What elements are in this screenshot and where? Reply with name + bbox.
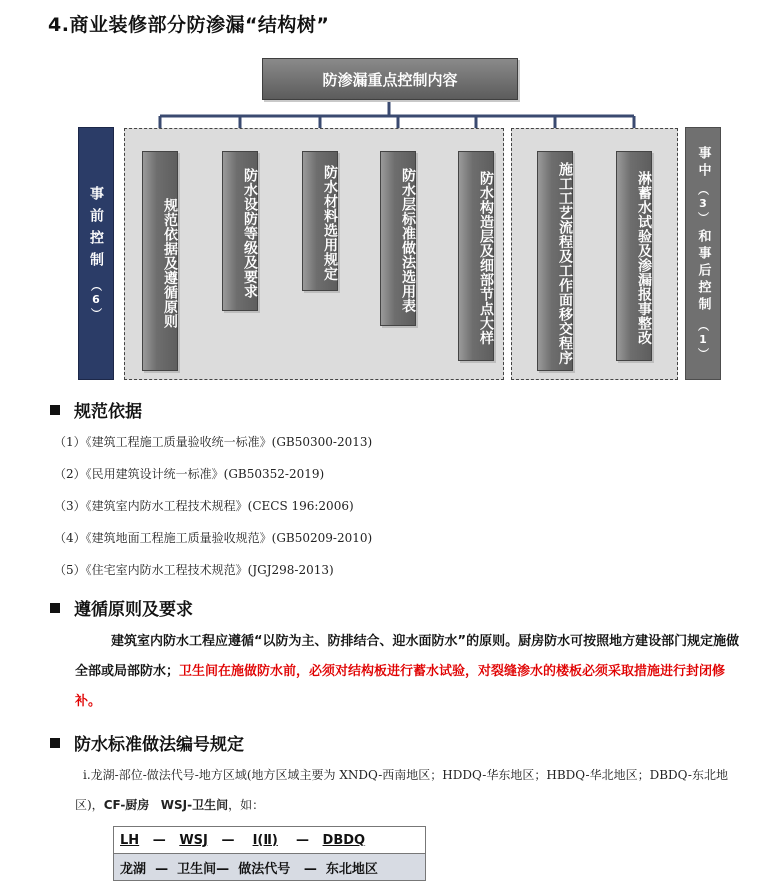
pre-control-text: 事前控制 <box>88 186 104 274</box>
code-meaning: 卫生间— <box>177 861 230 877</box>
norm-item: （5）《住宅室内防水工程技术规范》(JGJ298-2013) <box>54 563 334 577</box>
node-process-label: 施工工艺流程及工作面移交程序 <box>557 161 573 365</box>
root-node-label: 防渗漏重点控制内容 <box>322 70 458 89</box>
norm-item: （2）《民用建筑设计统一标准》(GB50352-2019) <box>54 467 325 481</box>
node-standard <box>380 151 416 326</box>
post-control-label <box>685 127 721 380</box>
pre-control-label <box>78 127 114 380</box>
norm-item: （4）《建筑地面工程施工质量验收规范》(GB50209-2010) <box>54 531 373 545</box>
node-process <box>537 151 573 371</box>
pre-control-count: （6） <box>89 280 103 321</box>
coding-description <box>75 760 745 820</box>
node-grade-label: 防水设防等级及要求 <box>242 167 258 299</box>
principles-text: 建筑室内防水工程应遵循“以防为主、防排结合、迎水面防水”的原则。厨房防水可按照地方建设部门规定施做全部或局部防水； <box>75 634 740 679</box>
section-coding-heading <box>50 730 244 755</box>
coding-desc-bathroom: WSJ-卫生间 <box>160 798 229 812</box>
node-grade <box>222 151 258 311</box>
code-sep: — <box>303 861 317 877</box>
code-part: DBDQ <box>322 832 366 848</box>
table-row <box>114 827 426 854</box>
node-norms-label: 规范依据及遵循原则 <box>162 197 178 329</box>
node-detail-label: 防水构造层及细部节点大样 <box>478 171 494 345</box>
norm-item: （1）《建筑工程施工质量验收统一标准》(GB50300-2013) <box>54 435 373 449</box>
coding-example-table <box>113 826 426 881</box>
section-coding-title: 防水标准做法编号规定 <box>74 735 244 755</box>
section-norms-heading <box>50 397 142 422</box>
section-principles-title: 遵循原则及要求 <box>74 600 193 620</box>
code-example-cell <box>114 827 426 854</box>
code-sep: — <box>295 832 309 848</box>
post-control-count-b: （1） <box>696 320 710 361</box>
node-norms <box>142 151 178 371</box>
coding-desc-suffix: ，如： <box>228 798 265 812</box>
table-row <box>114 854 426 881</box>
code-meaning-cell <box>114 854 426 881</box>
node-water-test-label: 淋蓄水试验及渗漏报事整改 <box>636 171 652 345</box>
section-norms-title: 规范依据 <box>74 402 142 422</box>
node-detail <box>458 151 494 361</box>
code-part: Ⅰ(Ⅱ) <box>252 832 278 848</box>
code-meaning: 东北地区 <box>325 861 378 877</box>
page-heading: 4.商业装修部分防渗漏“结构树” <box>48 14 330 36</box>
node-material <box>302 151 338 291</box>
bullet-square-icon <box>50 738 60 748</box>
norm-item: （3）《建筑室内防水工程技术规程》(CECS 196:2006) <box>54 499 354 513</box>
node-material-label: 防水材料选用规定 <box>322 165 338 281</box>
post-control-text-bottom: 和事后控制 <box>695 229 711 314</box>
principles-paragraph <box>75 627 745 717</box>
root-node <box>262 58 518 100</box>
coding-desc-text: ⅰ.龙湖-部位-做法代号-地方区域(地方区域主要为 XNDQ-西南地区；HDDQ-华东地区；HBDQ-华北地区；DBDQ-东北地区)， <box>75 768 728 812</box>
code-sep: — <box>152 832 166 848</box>
code-meaning: 龙湖 <box>120 861 147 877</box>
node-standard-label: 防水层标准做法选用表 <box>400 168 416 313</box>
code-meaning: 做法代号 <box>238 861 291 877</box>
node-water-test <box>616 151 652 361</box>
principles-warning-text: 卫生间在施做防水前，必须对结构板进行蓄水试验，对裂缝渗水的楼板必须采取措施进行封闭修补。 <box>75 664 726 709</box>
code-sep: — <box>221 832 235 848</box>
coding-desc-kitchen: CF-厨房 <box>103 798 150 812</box>
code-part: WSJ <box>179 832 208 848</box>
code-sep: — <box>155 861 169 877</box>
code-part: LH <box>120 832 140 848</box>
post-control-count-a: （3） <box>696 184 710 225</box>
bullet-square-icon <box>50 405 60 415</box>
post-control-text-top: 事中 <box>695 146 711 180</box>
section-principles-heading <box>50 595 193 620</box>
bullet-square-icon <box>50 603 60 613</box>
